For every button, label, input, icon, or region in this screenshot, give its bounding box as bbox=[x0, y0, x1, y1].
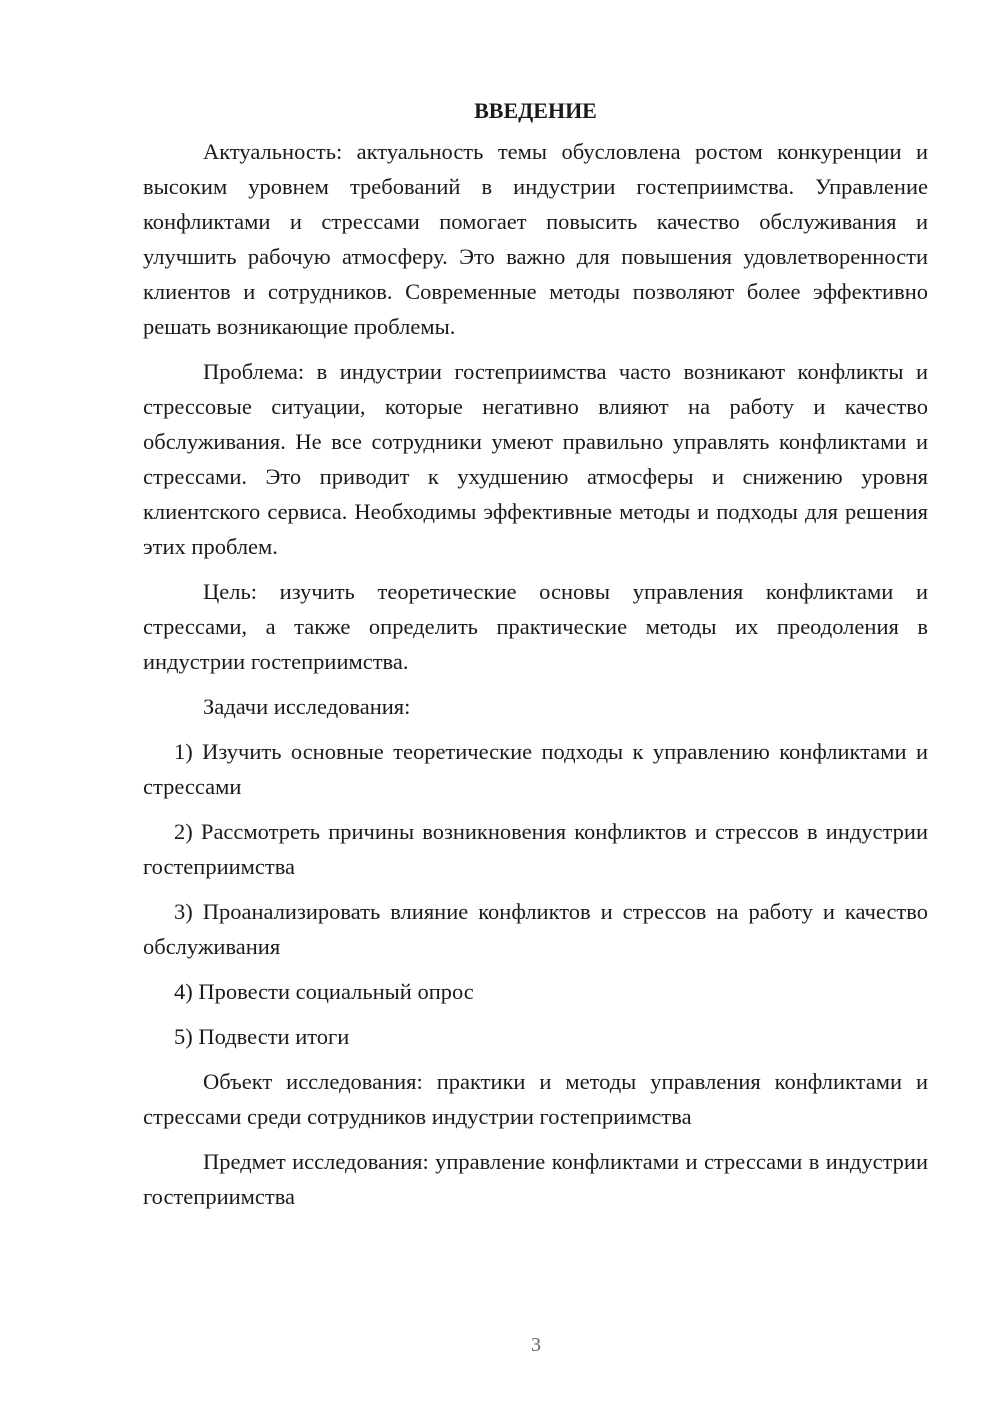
paragraph-tasks-heading: Задачи исследования: bbox=[203, 694, 411, 719]
paragraph-problem: Проблема: в индустрии гостеприимства часто возникают конфликты и стрессовые ситуации, которые негативно влияют на работу и качество обслуживания. Не все сотрудники умеют правильно управлять конфликтами и стрессами. Это приводит к ухудшению атмосферы и снижению уровня клиентского сервиса. Необходимы эффективные методы и подходы для решения этих проблем. bbox=[143, 359, 928, 559]
page-number: 3 bbox=[531, 1334, 541, 1356]
task-item-4: 4) Провести социальный опрос bbox=[174, 979, 474, 1004]
paragraph-goal: Цель: изучить теоретические основы управления конфликтами и стрессами, а также определить практические методы их преодоления в индустрии гостеприимства. bbox=[143, 579, 928, 674]
paragraph-relevance: Актуальность: актуальность темы обусловлена ростом конкуренции и высоким уровнем требований в индустрии гостеприимства. Управление конфликтами и стрессами помогает повысить качество обслуживания и улучшить рабочую атмосферу. Это важно для повышения удовлетворенности клиентов и сотрудников. Современные методы позволяют более эффективно решать возникающие проблемы. bbox=[143, 139, 928, 339]
paragraph-object: Объект исследования: практики и методы управления конфликтами и стрессами среди сотрудников индустрии гостеприимства bbox=[143, 1069, 928, 1129]
task-item-5: 5) Подвести итоги bbox=[174, 1024, 350, 1049]
paragraph-subject: Предмет исследования: управление конфликтами и стрессами в индустрии гостеприимства bbox=[143, 1149, 928, 1209]
document-page bbox=[143, 96, 928, 1224]
task-item-2: 2) Рассмотреть причины возникновения конфликтов и стрессов в индустрии гостеприимства bbox=[143, 819, 928, 879]
section-title: ВВЕДЕНИЕ bbox=[474, 98, 597, 123]
task-item-1: 1) Изучить основные теоретические подходы к управлению конфликтами и стрессами bbox=[143, 739, 928, 799]
task-item-3: 3) Проанализировать влияние конфликтов и стрессов на работу и качество обслуживания bbox=[143, 899, 928, 959]
